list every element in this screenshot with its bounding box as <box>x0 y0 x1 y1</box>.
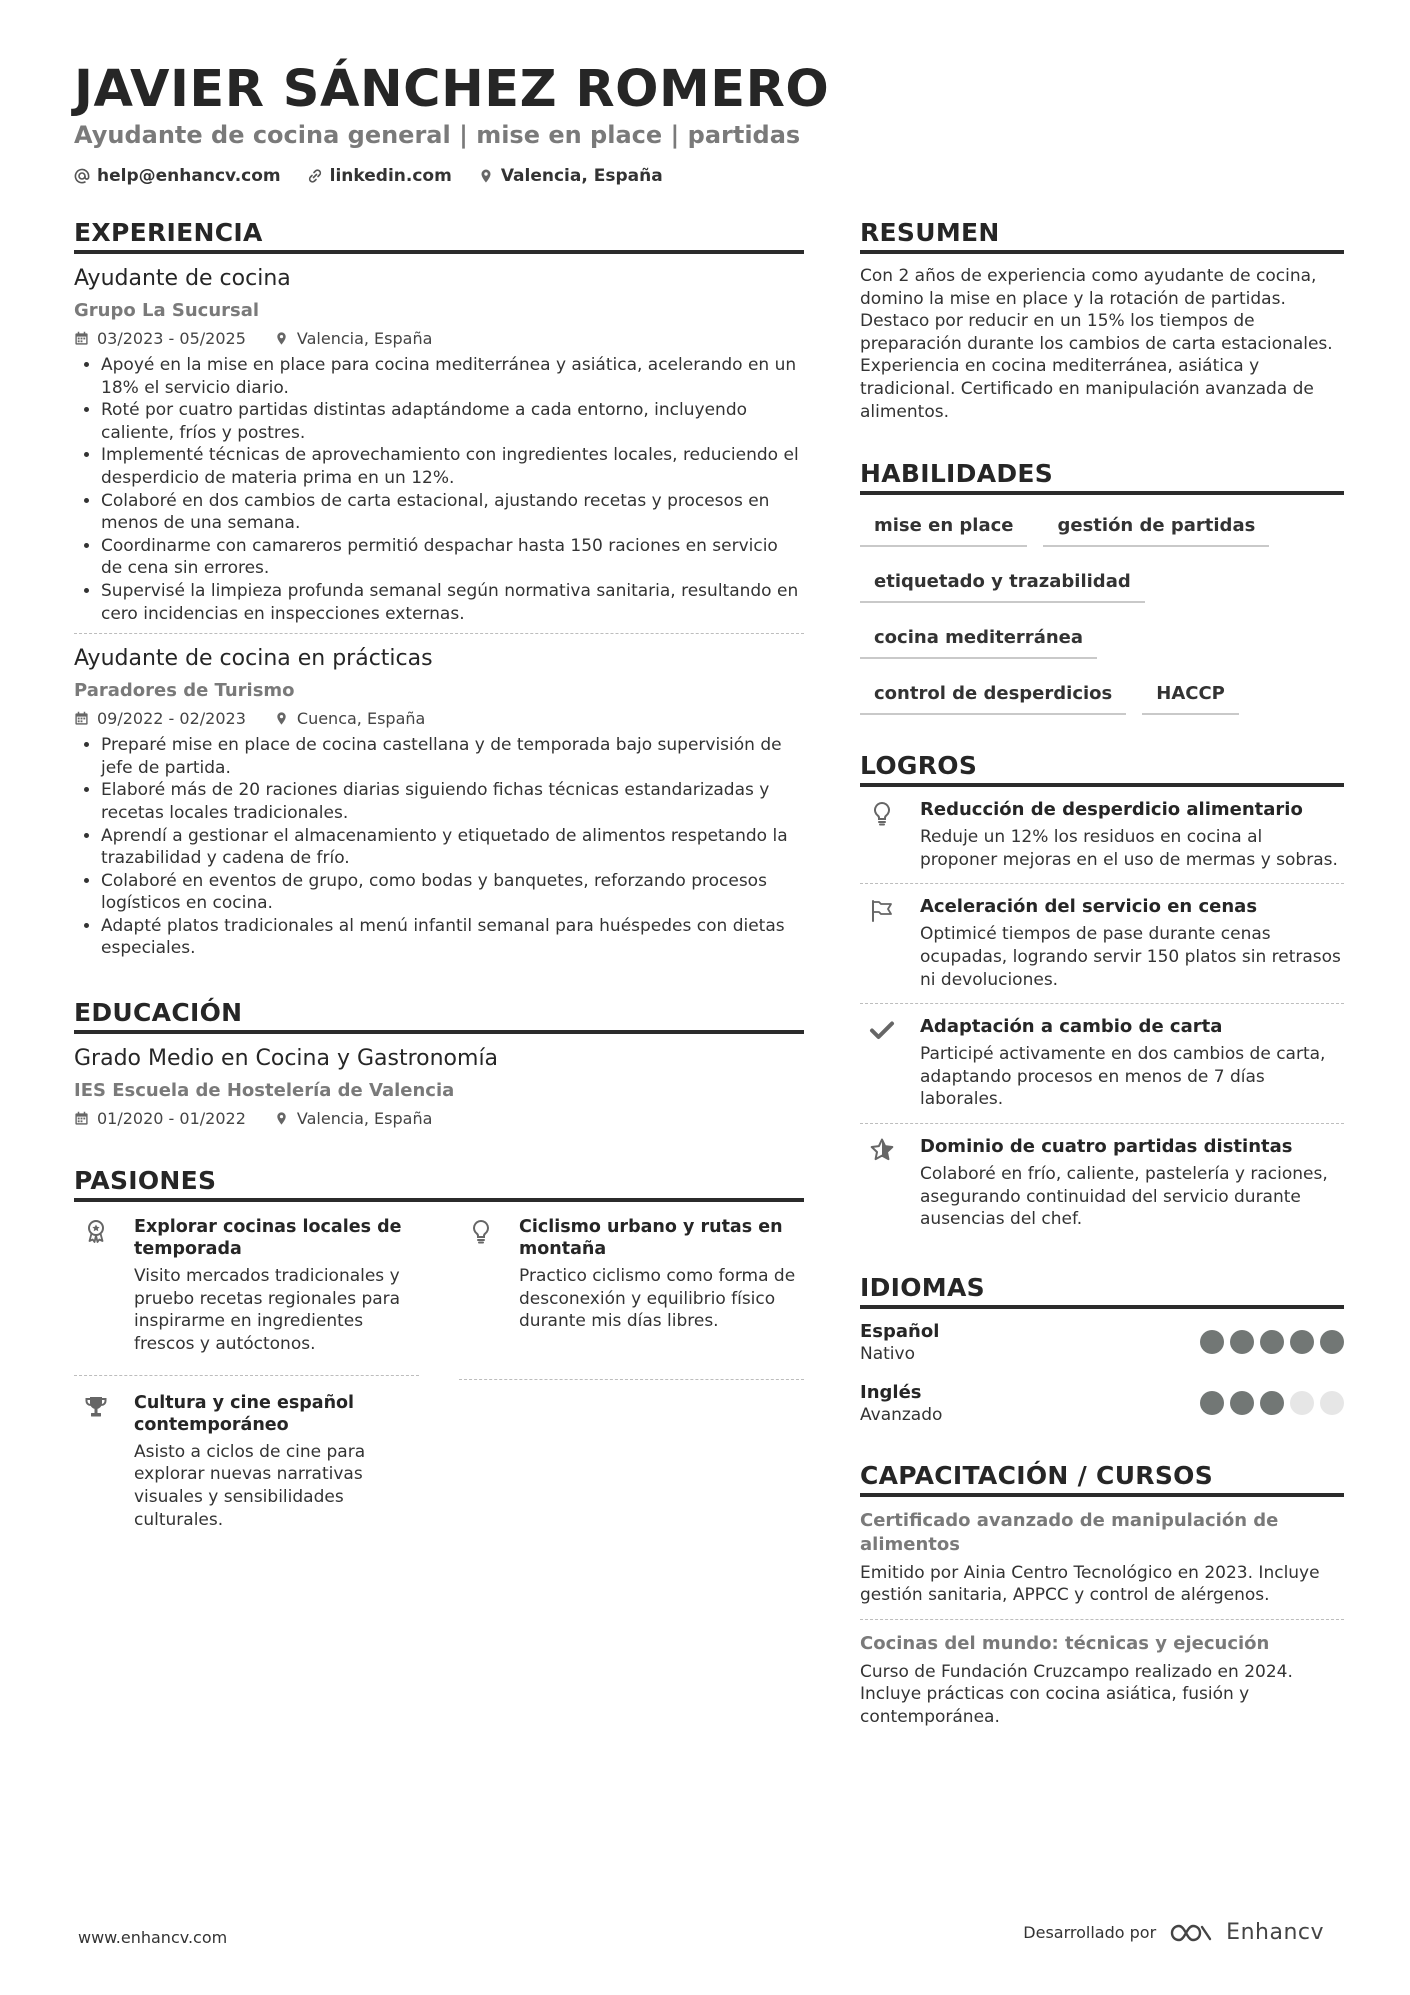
job-dates-text: 09/2022 - 02/2023 <box>97 709 246 729</box>
achievement-title: Adaptación a cambio de carta <box>920 1016 1223 1038</box>
education-dates-text: 01/2020 - 01/2022 <box>97 1109 246 1129</box>
education-section <box>74 998 804 1128</box>
contact-location <box>478 166 663 186</box>
candidate-name: JAVIER SÁNCHEZ ROMERO <box>74 60 830 119</box>
course-item <box>860 1620 1344 1729</box>
calendar-icon <box>74 331 89 346</box>
enhancv-logo-icon <box>1168 1921 1214 1945</box>
job-location <box>274 709 425 728</box>
at-icon <box>74 168 90 184</box>
achievement-item <box>860 787 1344 883</box>
candidate-subtitle: Ayudante de cocina general | mise en place | partidas <box>74 121 801 149</box>
achievement-desc: Participé activamente en dos cambios de carta, adaptando procesos en menos de 7 días laborales. <box>920 1044 1326 1110</box>
job-title: Ayudante de cocina <box>74 266 291 291</box>
education-entry <box>74 1034 804 1128</box>
left-column <box>74 218 804 1545</box>
rating-dot-filled <box>1290 1330 1314 1354</box>
contact-location-text: Valencia, España <box>500 166 663 186</box>
course-desc: Emitido por Ainia Centro Tecnológico en 2023. Incluye gestión sanitaria, APPCC y control de alérgenos. <box>860 1562 1320 1606</box>
checkmark-icon <box>869 1017 895 1043</box>
job-location-text: Valencia, España <box>296 329 433 348</box>
achievement-item <box>860 1124 1344 1243</box>
calendar-icon <box>74 711 89 726</box>
achievement-title: Dominio de cuatro partidas distintas <box>920 1135 1293 1157</box>
footer-brand[interactable] <box>1023 1920 1324 1945</box>
footer-brand-name: Enhancv <box>1226 1920 1324 1945</box>
skills-title: HABILIDADES <box>860 459 1344 495</box>
footer-powered-by: Desarrollado por <box>1023 1923 1157 1942</box>
job-location-text: Cuenca, España <box>296 709 426 729</box>
skill-tag: control de desperdicios <box>860 679 1126 715</box>
job-bullet: • Preparé mise en place de cocina castellana y de temporada bajo supervisión de jefe de partida. <box>101 734 804 779</box>
divider <box>459 1379 804 1380</box>
language-name: Inglés <box>860 1381 922 1403</box>
job-bullet: • Colaboré en dos cambios de carta estacional, ajustando recetas y procesos en menos de una semana. <box>101 490 804 535</box>
footer-website[interactable]: www.enhancv.com <box>78 1928 228 1947</box>
link-icon <box>307 168 323 184</box>
rating-dot-filled <box>1260 1330 1284 1354</box>
rating-dot-filled <box>1230 1330 1254 1354</box>
skill-tag: cocina mediterránea <box>860 623 1097 659</box>
job-entry <box>74 634 804 960</box>
job-bullet: • Apoyé en la mise en place para cocina mediterránea y asiática, acelerando en un 18% el servicio diario. <box>101 354 804 399</box>
job-location <box>274 329 433 348</box>
achievements-section <box>860 751 1344 1243</box>
job-bullet: • Supervisé la limpieza profunda semanal según normativa sanitaria, resultando en cero incidencias en inspecciones externas. <box>101 580 804 625</box>
passion-desc: Practico ciclismo como forma de desconexión y equilibrio físico durante mis días libres. <box>519 1266 796 1332</box>
location-pin-icon <box>274 331 289 346</box>
languages-section <box>860 1273 1344 1425</box>
course-title: Cocinas del mundo: técnicas y ejecución <box>860 1632 1270 1654</box>
course-desc: Curso de Fundación Cruzcampo realizado en 2024. Incluye prácticas con cocina asiática, fusión y contemporánea. <box>860 1661 1293 1728</box>
medal-icon <box>83 1218 109 1244</box>
education-meta <box>74 1109 804 1128</box>
trophy-icon <box>83 1394 109 1420</box>
job-meta <box>74 709 804 728</box>
achievement-desc: Colaboré en frío, caliente, pastelería y raciones, asegurando continuidad del servicio durante ausencias del chef. <box>920 1163 1328 1230</box>
job-title: Ayudante de cocina en prácticas <box>74 646 433 672</box>
education-location <box>274 1109 433 1128</box>
rating-dot-filled <box>1200 1391 1224 1415</box>
job-meta <box>74 329 804 348</box>
education-dates <box>74 1109 246 1128</box>
experience-section <box>74 218 804 960</box>
language-rating <box>1200 1330 1344 1354</box>
job-bullet: • Adapté platos tradicionales al menú infantil semanal para huéspedes con dietas especiales. <box>101 915 804 960</box>
job-bullet: • Colaboré en eventos de grupo, como bodas y banquetes, reforzando procesos logísticos en cocina. <box>101 870 804 915</box>
achievement-title: Aceleración del servicio en cenas <box>920 896 1258 918</box>
passion-item <box>459 1216 804 1392</box>
right-column <box>860 218 1344 1729</box>
language-item <box>860 1309 1344 1364</box>
education-degree: Grado Medio en Cocina y Gastronomía <box>74 1046 499 1072</box>
contact-bar <box>74 166 663 186</box>
passion-desc: Visito mercados tradicionales y pruebo recetas regionales para inspirarme en ingredientes frescos y autóctonos. <box>134 1266 401 1354</box>
rating-dot-filled <box>1320 1330 1344 1354</box>
courses-title: CAPACITACIÓN / CURSOS <box>860 1461 1344 1497</box>
skills-section <box>860 459 1344 715</box>
passion-item <box>74 1216 419 1392</box>
rating-dot-filled <box>1200 1330 1224 1354</box>
job-dates <box>74 709 246 728</box>
skill-tag: gestión de partidas <box>1043 511 1269 547</box>
skill-tag: etiquetado y trazabilidad <box>860 567 1145 603</box>
job-dates-text: 03/2023 - 05/2025 <box>97 329 246 348</box>
courses-section <box>860 1461 1344 1729</box>
course-item <box>860 1497 1344 1607</box>
flag-icon <box>869 897 895 923</box>
skill-tag: mise en place <box>860 511 1027 547</box>
education-title: EDUCACIÓN <box>74 998 804 1034</box>
course-title: Certificado avanzado de manipulación de alimentos <box>860 1509 1279 1555</box>
rating-dot-empty <box>1320 1391 1344 1415</box>
rating-dot-empty <box>1290 1391 1314 1415</box>
experience-title: EXPERIENCIA <box>74 218 804 254</box>
job-bullets <box>74 354 804 625</box>
skills-list <box>860 511 1344 715</box>
achievement-item <box>860 1004 1344 1123</box>
contact-email-text: help@enhancv.com <box>97 166 281 186</box>
rating-dot-filled <box>1230 1391 1254 1415</box>
achievement-item <box>860 884 1344 1003</box>
divider <box>74 1375 419 1376</box>
lightbulb-icon <box>869 800 895 826</box>
summary-section <box>860 218 1344 423</box>
location-pin-icon <box>274 711 289 726</box>
education-location-text: Valencia, España <box>296 1109 433 1129</box>
languages-title: IDIOMAS <box>860 1273 1344 1309</box>
lightbulb-icon <box>468 1218 494 1244</box>
achievement-title: Reducción de desperdicio alimentario <box>920 799 1303 821</box>
language-name: Español <box>860 1320 940 1342</box>
language-level: Avanzado <box>860 1404 943 1425</box>
language-rating <box>1200 1391 1344 1415</box>
calendar-icon <box>74 1111 89 1126</box>
summary-text: Con 2 años de experiencia como ayudante de cocina, domino la mise en place y la rotación de partidas. Destaco por reducir en un 15% los tiempos de preparación durante los cambios de carta estacionales. Experiencia en cocina mediterránea, asiática y tradicional. Certificado en manipulación avanzada de alimentos. <box>860 266 1333 422</box>
job-company: Paradores de Turismo <box>74 680 295 702</box>
job-bullet: • Coordinarme con camareros permitió despachar hasta 150 raciones en servicio de cena sin errores. <box>101 535 804 580</box>
achievements-title: LOGROS <box>860 751 1344 787</box>
star-icon <box>869 1137 895 1163</box>
passion-title: Cultura y cine español contemporáneo <box>134 1392 355 1435</box>
passion-desc: Asisto a ciclos de cine para explorar nuevas narrativas visuales y sensibilidades culturales. <box>134 1441 366 1530</box>
language-level: Nativo <box>860 1343 915 1364</box>
location-pin-icon <box>478 168 494 184</box>
passions-title: PASIONES <box>74 1166 804 1202</box>
achievement-desc: Optimicé tiempos de pase durante cenas ocupadas, logrando servir 150 platos sin retrasos ni devoluciones. <box>920 924 1341 990</box>
achievement-desc: Reduje un 12% los residuos en cocina al proponer mejoras en el uso de mermas y sobras. <box>920 827 1338 870</box>
contact-linkedin[interactable] <box>307 166 452 186</box>
job-bullet: • Elaboré más de 20 raciones diarias siguiendo fichas técnicas estandarizadas y recetas locales tradicionales. <box>101 779 804 824</box>
passions-grid <box>74 1216 804 1545</box>
job-bullets <box>74 734 804 960</box>
passion-title: Explorar cocinas locales de temporada <box>134 1217 402 1260</box>
job-bullet: • Aprendí a gestionar el almacenamiento y etiquetado de alimentos respetando la trazabilidad y cadena de frío. <box>101 825 804 870</box>
rating-dot-filled <box>1260 1391 1284 1415</box>
skill-tag: HACCP <box>1142 679 1239 715</box>
education-school: IES Escuela de Hostelería de Valencia <box>74 1080 455 1102</box>
contact-email[interactable] <box>74 166 281 186</box>
passion-item <box>74 1392 419 1545</box>
job-bullet: • Implementé técnicas de aprovechamiento con ingredientes locales, reduciendo el desperdicio de materia prima en un 12%. <box>101 444 804 489</box>
job-bullet: • Roté por cuatro partidas distintas adaptándome a cada entorno, incluyendo caliente, fríos y postres. <box>101 399 804 444</box>
summary-title: RESUMEN <box>860 218 1344 254</box>
language-item <box>860 1364 1344 1425</box>
location-pin-icon <box>274 1111 289 1126</box>
passion-title: Ciclismo urbano y rutas en montaña <box>519 1217 783 1260</box>
job-dates <box>74 329 246 348</box>
contact-linkedin-text: linkedin.com <box>329 166 452 186</box>
passions-section <box>74 1166 804 1545</box>
job-company: Grupo La Sucursal <box>74 300 260 321</box>
job-entry <box>74 254 804 634</box>
